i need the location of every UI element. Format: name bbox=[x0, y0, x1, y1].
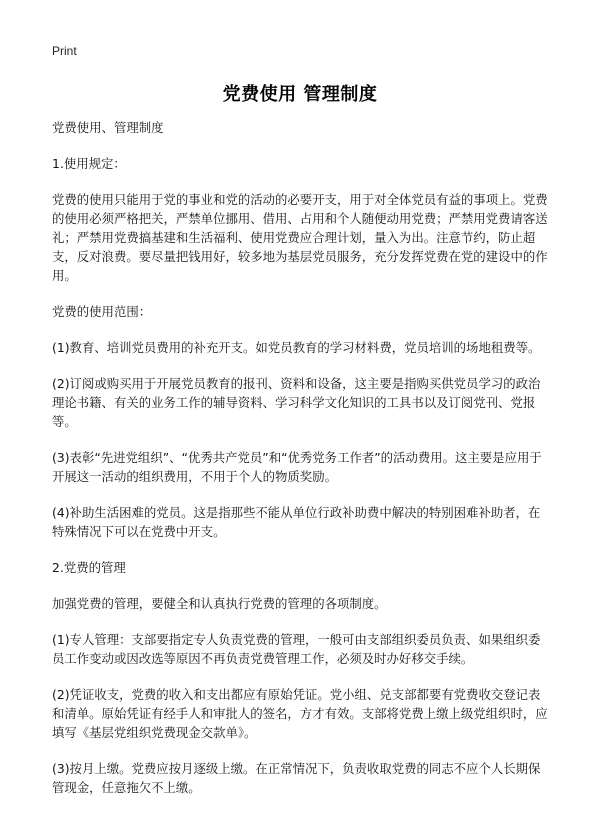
subsection-heading-usage-rules: 1.使用规定： bbox=[52, 156, 126, 171]
paragraph-scope-item-4: (4)补助生活困难的党员。这是指那些不能从单位行政补助费中解决的特别困难补助者，在特殊情况下可以在党费中开支。 bbox=[52, 505, 541, 539]
paragraph-management-item-3: (3)按月上缴。党费应按月逐级上缴。在正常情况下，负责收取党费的同志不应个人长期保管现金，任意拖欠不上缴。 bbox=[52, 761, 541, 795]
paragraph-management-intro: 加强党费的管理，要健全和认真执行党费的管理的各项制度。 bbox=[52, 596, 387, 611]
print-link[interactable]: Print bbox=[52, 44, 77, 58]
subsection-heading-management: 2.党费的管理 bbox=[52, 560, 126, 575]
paragraph-usage-rules: 党费的使用只能用于党的事业和党的活动的必要开支，用于对全体党员有益的事项上。党费的使用必须严格把关，严禁单位挪用、借用、占用和个人随便动用党费；严禁用党费请客送礼；严禁用党费搞基建和生活福利、使用党费应合理计划，量入为出。注意节约，防止超支，反对浪费。要尽量把钱用好，较多地为基层党员服务，充分发挥党费在党的建设中的作用。 bbox=[52, 192, 548, 283]
subsection-heading-usage-scope: 党费的使用范围： bbox=[52, 304, 152, 319]
paragraph-scope-item-3: (3)表彰“先进党组织”、“优秀共产党员”和“优秀党务工作者”的活动费用。这主要是应用于开展这一活动的组织费用，不用于个人的物质奖励。 bbox=[52, 450, 542, 484]
paragraph-management-item-1: (1)专人管理：支部要指定专人负责党费的管理，一般可由支部组织委员负责、如果组织委员工作变动或因改选等原因不再负责党费管理工作，必须及时办好移交手续。 bbox=[52, 632, 541, 666]
paragraph-scope-item-2: (2)订阅或购买用于开展党员教育的报刊、资料和设备，这主要是指购买供党员学习的政治理论书籍、有关的业务工作的辅导资料、学习科学文化知识的工具书以及订阅党刊、党报等。 bbox=[52, 376, 541, 429]
section-heading: 党费使用、管理制度 bbox=[52, 120, 164, 135]
paragraph-scope-item-1: (1)教育、培训党员费用的补充开支。如党员教育的学习材料费，党员培训的场地租费等。 bbox=[52, 340, 541, 355]
paragraph-management-item-2: (2)凭证收支，党费的收入和支出都应有原始凭证。党小组、兑支部都要有党费收交登记表和清单。原始凭证有经手人和审批人的签名，方才有效。支部将党费上缴上级党组织时，应填写《基层党组织党费现金交款单》。 bbox=[52, 687, 548, 740]
page-title: 党费使用 管理制度 bbox=[222, 84, 378, 105]
document-body bbox=[52, 118, 552, 814]
